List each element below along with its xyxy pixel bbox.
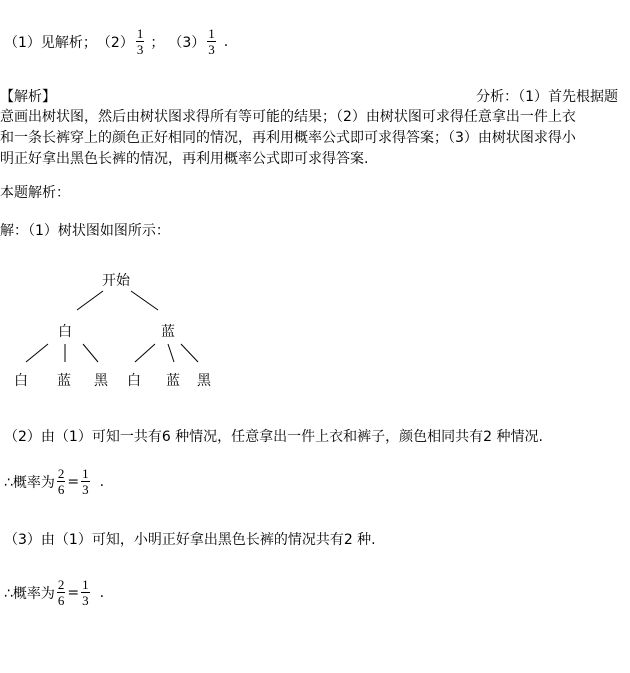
step2-end: . — [99, 473, 105, 490]
solution-step1: 解：（1）树状图如图所示： — [0, 223, 170, 239]
fraction-denominator: 3 — [136, 42, 144, 57]
tree-edge — [135, 344, 155, 362]
analysis-header: 【解析】 — [0, 89, 56, 105]
probability-prefix: ∴概率为 — [4, 585, 55, 602]
solution-step3: （3）由（1）可知，小明正好拿出黑色长裤的情况共有2 种. — [4, 532, 376, 548]
fraction-denominator: 3 — [82, 482, 89, 497]
fraction-numerator: 2 — [57, 466, 65, 481]
fraction-numerator: 1 — [82, 466, 89, 481]
answer-part3: （3） — [168, 34, 206, 51]
fraction-denominator: 6 — [57, 482, 65, 497]
solution-step2: （2）由（1）可知一共有6 种情况，任意拿出一件上衣和裤子，颜色相同共有2 种情况. — [4, 429, 543, 445]
step2-fraction2 — [81, 466, 90, 497]
probability-prefix: ∴概率为 — [4, 474, 55, 491]
answer-end: . — [223, 33, 229, 50]
analysis-line2: 意画出树状图，然后由树状图求得所有等可能的结果；（2）由树状图可求得任意拿出一件上衣 — [0, 109, 576, 125]
tree-leaf: 黑 — [197, 373, 211, 389]
analysis-line4: 明正好拿出黑色长裤的情况，再利用概率公式即可求得答案. — [0, 151, 369, 167]
fraction-numerator: 2 — [57, 577, 65, 592]
step3-end: . — [99, 584, 105, 601]
tree-edge — [131, 291, 158, 310]
solution-title: 本题解析： — [0, 185, 70, 201]
fraction-numerator: 1 — [208, 26, 215, 41]
analysis-intro: 分析：（1）首先根据题 — [476, 89, 618, 105]
fraction-denominator: 3 — [208, 42, 215, 57]
answer-line — [4, 26, 228, 57]
tree-leaf: 蓝 — [57, 373, 71, 389]
tree-leaf: 白 — [127, 373, 141, 389]
tree-edge — [26, 344, 48, 362]
tree-edge — [168, 344, 174, 362]
tree-node-level1: 蓝 — [161, 324, 175, 340]
answer3-fraction — [207, 26, 216, 57]
answer2-fraction — [136, 26, 145, 57]
tree-edge — [83, 344, 98, 362]
step2-probability — [4, 466, 104, 497]
step3-probability — [4, 577, 104, 608]
tree-leaf: 白 — [14, 373, 28, 389]
fraction-denominator: 3 — [82, 593, 89, 608]
fraction-denominator: 6 — [57, 593, 65, 608]
step3-fraction1 — [57, 577, 66, 608]
equals-sign: = — [67, 584, 80, 601]
tree-leaf: 黑 — [94, 373, 108, 389]
fraction-numerator: 1 — [82, 577, 89, 592]
equals-sign: = — [67, 473, 80, 490]
tree-edge — [181, 344, 198, 362]
answer-part1: （1）见解析； — [4, 34, 97, 51]
fraction-numerator: 1 — [136, 26, 144, 41]
tree-node-level1: 白 — [58, 324, 72, 340]
tree-diagram — [0, 262, 240, 392]
tree-root: 开始 — [102, 273, 130, 289]
step3-fraction2 — [81, 577, 90, 608]
answer-separator: ； — [150, 34, 165, 51]
answer-part2: （2） — [96, 34, 134, 51]
tree-leaf: 蓝 — [166, 373, 180, 389]
step2-fraction1 — [57, 466, 66, 497]
analysis-line3: 和一条长裤穿上的颜色正好相同的情况，再利用概率公式即可求得答案；（3）由树状图求得小 — [0, 130, 576, 146]
tree-edge — [77, 291, 103, 310]
